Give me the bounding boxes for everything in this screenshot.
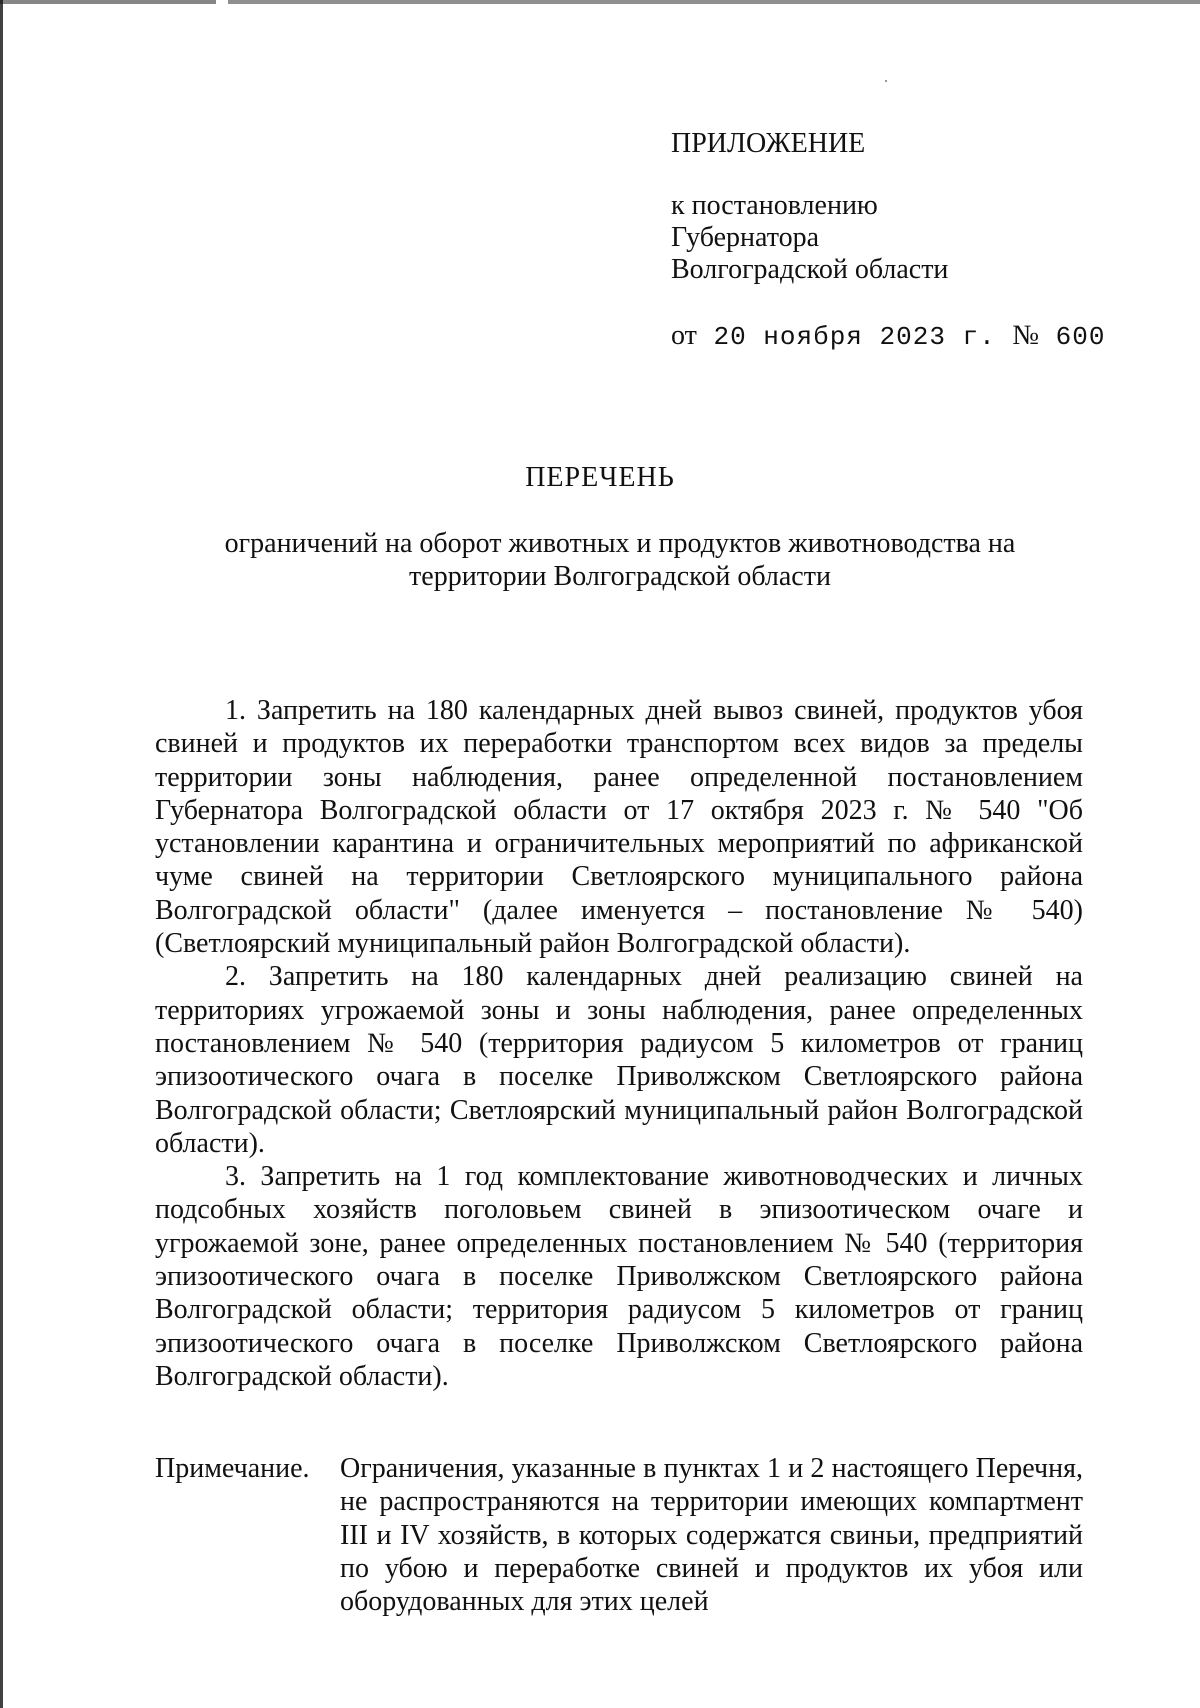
header-line-governor: Губернатора <box>671 222 820 253</box>
decree-date: 20 ноября 2023 г. <box>713 322 996 352</box>
header-line-decree-ref: к постановлению <box>671 190 878 221</box>
document-title: ПЕРЕЧЕНЬ <box>525 462 675 493</box>
decree-number: 600 <box>1055 322 1106 352</box>
decree-from: от <box>671 320 697 351</box>
appendix-label: ПРИЛОЖЕНИЕ <box>671 128 866 159</box>
scan-speck <box>885 80 887 82</box>
decree-number-sign: № <box>1012 320 1040 351</box>
note-block <box>155 1452 1083 1618</box>
note-text: Ограничения, указанные в пунктах 1 и 2 настоящего Перечня, не распространяются на территории имеющих компартмент III и IV хозяйств, в которых содержатся свиньи, предприятий по убою и переработке свиней и продуктов их убоя или оборудованных для этих целей <box>340 1453 1083 1618</box>
header-line-region: Волгоградской области <box>671 254 949 285</box>
decree-date-number <box>671 320 1151 353</box>
document-subtitle: ограничений на оборот животных и продуктов животноводства на территории Волгоградской области <box>224 528 1016 592</box>
scan-top-edge <box>0 0 1200 4</box>
paragraph-2: 2. Запретить на 180 календарных дней реализацию свиней на территориях угрожаемой зоны и зоны наблюдения, ранее определенных постановлением № 540 (территория радиусом 5 километров от границ эпизоотического очага в поселке Приволжском Светлоярского района Волгоградской области; Светлоярский муниципальный район Волгоградской области). <box>155 961 1083 1159</box>
paragraph-1: 1. Запретить на 180 календарных дней вывоз свиней, продуктов убоя свиней и продуктов их переработки транспортом всех видов за пределы территории зоны наблюдения, ранее определенной постановлением Губернатора Волгоградской области от 17 октября 2023 г. № 540 "Об установлении карантина и ограничительных мероприятий по африканской чуме свиней на территории Светлоярского муниципального района Волгоградской области" (далее именуется – постановление № 540) (Светлоярский муниципальный район Волгоградской области). <box>155 695 1083 960</box>
appendix-header <box>671 128 1151 353</box>
scan-left-edge <box>0 0 3 1708</box>
note-label: Примечание. <box>155 1453 310 1484</box>
document-body <box>155 694 1083 1393</box>
paragraph-3: 3. Запретить на 1 год комплектование животноводческих и личных подсобных хозяйств поголовьем свиней в эпизоотическом очаге и угрожаемой зоне, ранее определенных постановлением № 540 (территория эпизоотического очага в поселке Приволжском Светлоярского района Волгоградской области; территория радиусом 5 километров от границ эпизоотического очага в поселке Приволжском Светлоярского района Волгоградской области). <box>155 1161 1083 1392</box>
